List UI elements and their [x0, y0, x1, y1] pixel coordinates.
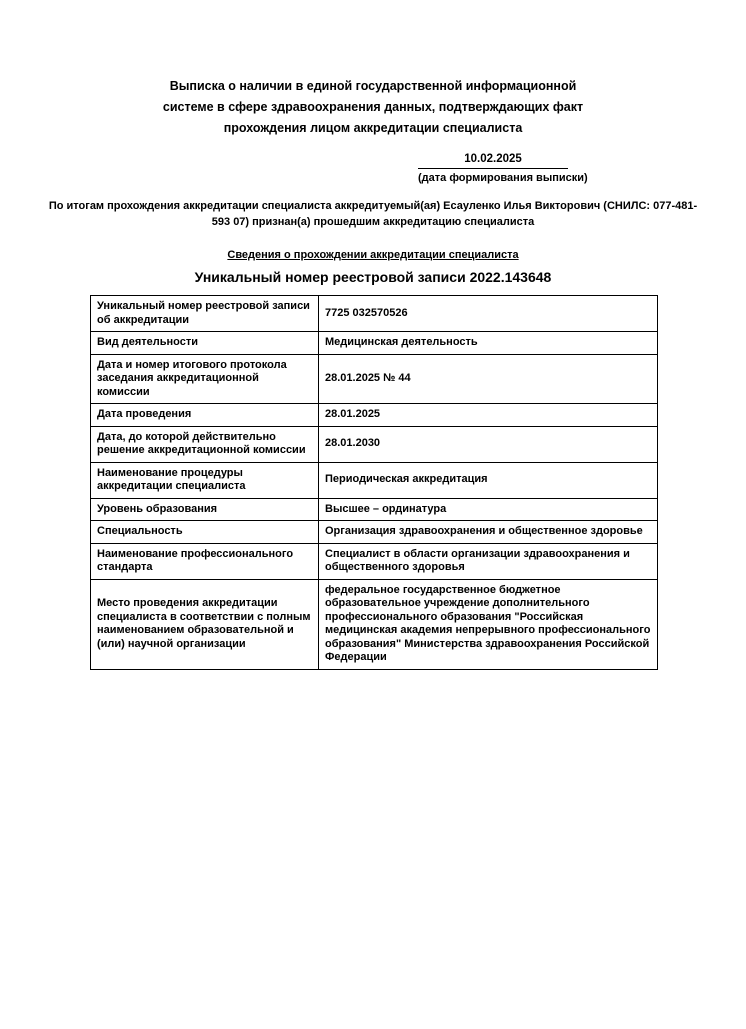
row-label: Уровень образования [91, 498, 319, 521]
row-value: Специалист в области организации здравоохранения и общественного здоровья [319, 543, 658, 579]
row-label: Наименование процедуры аккредитации специалиста [91, 462, 319, 498]
statement-line: По итогам прохождения аккредитации специалиста аккредитуемый(ая) Есауленко Илья Викторович (СНИЛС: 077-481- [48, 200, 698, 212]
section-heading: Сведения о прохождении аккредитации специалиста [227, 249, 519, 261]
statement-line: 593 07) признан(а) прошедшим аккредитацию специалиста [211, 215, 535, 228]
row-value: 28.01.2025 № 44 [319, 354, 658, 404]
row-value: 28.01.2030 [319, 426, 658, 462]
row-value: 7725 032570526 [319, 296, 658, 332]
table-row [91, 543, 658, 579]
table-row [91, 354, 658, 404]
row-label: Наименование профессионального стандарта [91, 543, 319, 579]
table-row [91, 404, 658, 427]
table-row [91, 426, 658, 462]
table-row [91, 498, 658, 521]
table-row [91, 296, 658, 332]
row-value: федеральное государственное бюджетное образовательное учреждение дополнительного профессионального образования "Российская медицинская академия непрерывного профессионального образования" Министерства здравоохранения Российской Федерации [319, 579, 658, 669]
row-label: Место проведения аккредитации специалиста в соответствии с полным наименованием образовательной и (или) научной организации [91, 579, 319, 669]
row-label: Специальность [91, 521, 319, 544]
issue-date-block [418, 152, 588, 185]
accreditation-statement [0, 199, 746, 230]
row-label: Вид деятельности [91, 332, 319, 355]
title-line: прохождения лицом аккредитации специалиста [223, 121, 523, 135]
issue-date-caption: (дата формирования выписки) [418, 172, 588, 184]
row-value: Высшее – ординатура [319, 498, 658, 521]
row-label: Дата и номер итогового протокола заседания аккредитационной комиссии [91, 354, 319, 404]
title-line: системе в сфере здравоохранения данных, подтверждающих факт [162, 100, 584, 114]
document-title [0, 76, 746, 139]
table-row [91, 579, 658, 669]
row-label: Дата проведения [91, 404, 319, 427]
table-row [91, 332, 658, 355]
table-row [91, 521, 658, 544]
row-value: Периодическая аккредитация [319, 462, 658, 498]
table-row [91, 462, 658, 498]
row-label: Дата, до которой действительно решение аккредитационной комиссии [91, 426, 319, 462]
row-value: Организация здравоохранения и общественное здоровье [319, 521, 658, 544]
row-value: Медицинская деятельность [319, 332, 658, 355]
accreditation-details-table [90, 295, 658, 670]
row-value: 28.01.2025 [319, 404, 658, 427]
title-line: Выписка о наличии в единой государственной информационной [169, 79, 577, 93]
row-label: Уникальный номер реестровой записи об аккредитации [91, 296, 319, 332]
registry-number-heading: Уникальный номер реестровой записи 2022.143648 [194, 269, 552, 285]
issue-date: 10.02.2025 [418, 152, 568, 169]
